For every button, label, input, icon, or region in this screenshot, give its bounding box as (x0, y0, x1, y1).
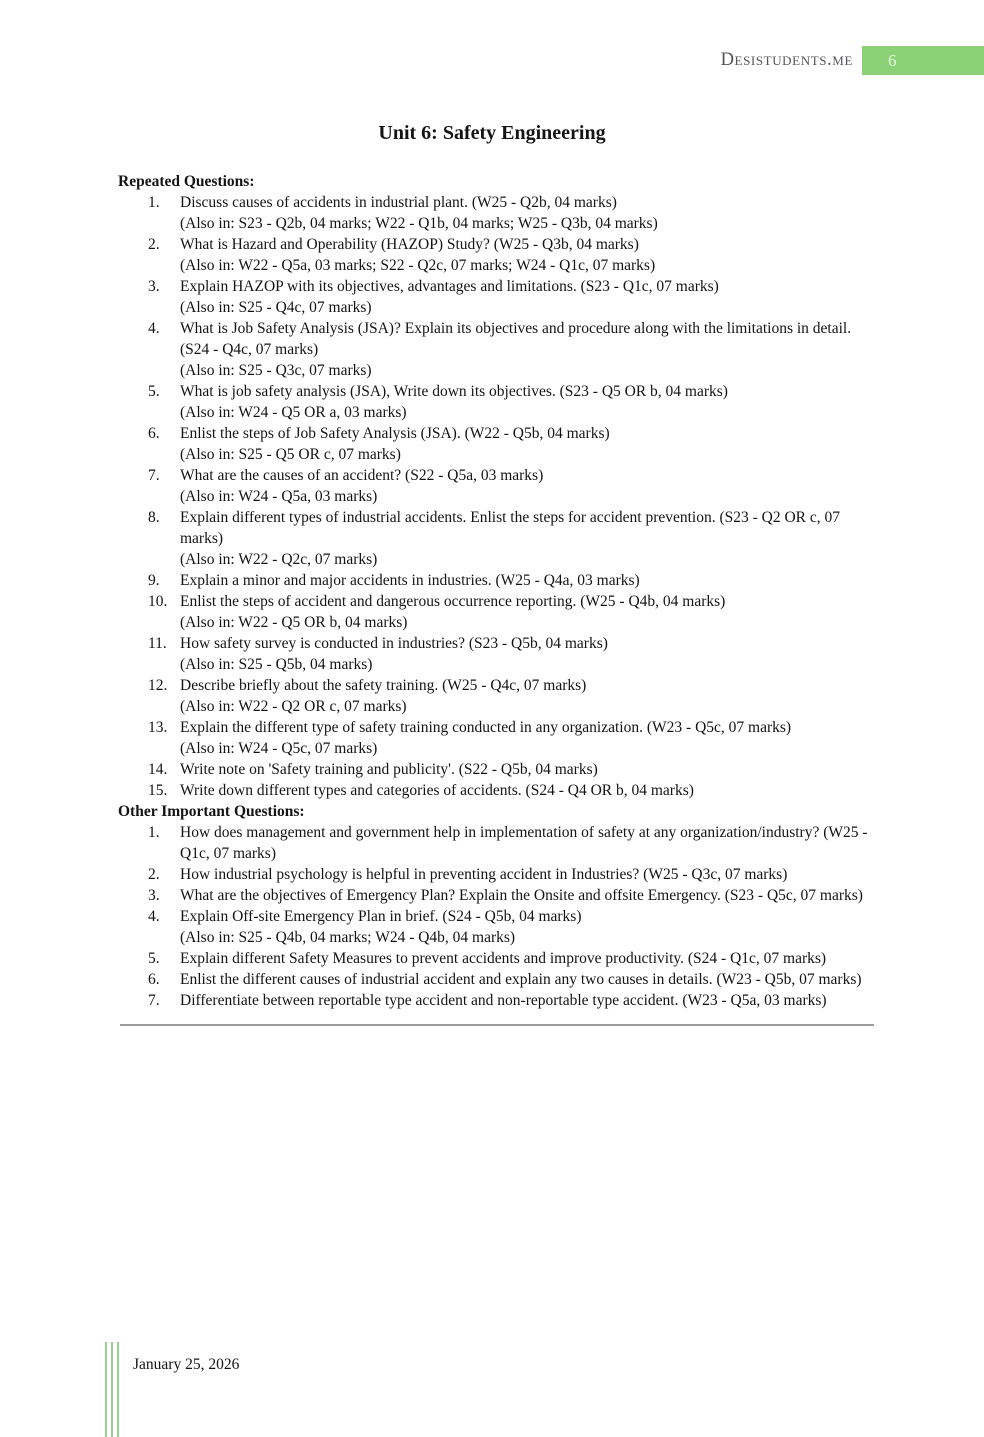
question-also-note: (Also in: W22 - Q2 OR c, 07 marks) (180, 698, 407, 715)
question-item (118, 192, 872, 234)
question-item (118, 381, 872, 423)
question-text: How industrial psychology is helpful in preventing accident in Industries? (W25 - Q3c, 07 marks) (180, 866, 788, 883)
question-also-note: (Also in: S25 - Q4c, 07 marks) (180, 299, 372, 316)
question-text: Discuss causes of accidents in industrial plant. (W25 - Q2b, 04 marks) (180, 194, 617, 211)
question-text: How safety survey is conducted in industries? (S23 - Q5b, 04 marks) (180, 635, 608, 652)
question-list (118, 192, 872, 801)
question-item (118, 885, 872, 906)
question-item (118, 675, 872, 717)
question-number: 6. (148, 425, 160, 442)
question-item (118, 717, 872, 759)
question-number: 3. (148, 278, 160, 295)
question-text: Write down different types and categories of accidents. (S24 - Q4 OR b, 04 marks) (180, 782, 694, 799)
footer-date: January 25, 2026 (133, 1356, 240, 1373)
question-text: Explain HAZOP with its objectives, advantages and limitations. (S23 - Q1c, 07 marks) (180, 278, 719, 295)
question-number: 8. (148, 509, 160, 526)
question-text: Enlist the different causes of industrial accident and explain any two causes in details. (W23 - Q5b, 07 marks) (180, 971, 862, 988)
bottom-divider (120, 1024, 874, 1026)
question-text: What are the causes of an accident? (S22 - Q5a, 03 marks) (180, 467, 544, 484)
question-item (118, 780, 872, 801)
question-item (118, 591, 872, 633)
question-number: 1. (148, 824, 160, 841)
question-text: Explain Off-site Emergency Plan in brief. (S24 - Q5b, 04 marks) (180, 908, 582, 925)
question-number: 5. (148, 950, 160, 967)
question-also-note: (Also in: S25 - Q5 OR c, 07 marks) (180, 446, 401, 463)
question-text: Explain different Safety Measures to prevent accidents and improve productivity. (S24 - Q1c, 07 marks) (180, 950, 827, 967)
page-footer (105, 1342, 984, 1437)
question-number: 2. (148, 236, 160, 253)
question-also-note: (Also in: W22 - Q5a, 03 marks; S22 - Q2c, 07 marks; W24 - Q1c, 07 marks) (180, 257, 656, 274)
question-text: Differentiate between reportable type accident and non-reportable type accident. (W23 - Q5a, 03 marks) (180, 992, 827, 1009)
question-also-note: (Also in: W22 - Q2c, 07 marks) (180, 551, 378, 568)
question-number: 13. (148, 719, 168, 736)
question-number: 10. (148, 593, 168, 610)
question-item (118, 864, 872, 885)
question-item (118, 822, 872, 864)
footer-accent-lines-icon (105, 1342, 119, 1437)
question-item (118, 633, 872, 675)
questions-content (118, 171, 872, 1011)
question-number: 1. (148, 194, 160, 211)
page-title: Unit 6: Safety Engineering (378, 122, 606, 144)
section-heading: Other Important Questions: (118, 803, 305, 820)
question-number: 14. (148, 761, 168, 778)
question-text: What is Job Safety Analysis (JSA)? Explain its objectives and procedure along with the limitations in detail. (S24 - Q4c, 07 marks) (180, 320, 852, 358)
question-number: 11. (148, 635, 167, 652)
question-item (118, 570, 872, 591)
question-item (118, 423, 872, 465)
question-also-note: (Also in: S25 - Q5b, 04 marks) (180, 656, 373, 673)
question-number: 9. (148, 572, 160, 589)
question-item (118, 465, 872, 507)
question-text: What is Hazard and Operability (HAZOP) Study? (W25 - Q3b, 04 marks) (180, 236, 639, 253)
question-item (118, 234, 872, 276)
question-number: 7. (148, 467, 160, 484)
question-also-note: (Also in: S23 - Q2b, 04 marks; W22 - Q1b, 04 marks; W25 - Q3b, 04 marks) (180, 215, 658, 232)
question-text: Write note on 'Safety training and publicity'. (S22 - Q5b, 04 marks) (180, 761, 598, 778)
question-also-note: (Also in: W24 - Q5c, 07 marks) (180, 740, 378, 757)
question-number: 6. (148, 971, 160, 988)
question-list (118, 822, 872, 1011)
question-text: Explain the different type of safety training conducted in any organization. (W23 - Q5c, 07 marks) (180, 719, 792, 736)
question-number: 5. (148, 383, 160, 400)
question-also-note: (Also in: W22 - Q5 OR b, 04 marks) (180, 614, 408, 631)
question-text: Describe briefly about the safety training. (W25 - Q4c, 07 marks) (180, 677, 587, 694)
question-text: How does management and government help in implementation of safety at any organization/industry? (W25 - Q1c, 07 marks) (180, 824, 868, 862)
question-text: Explain different types of industrial accidents. Enlist the steps for accident prevention. (S23 - Q2 OR c, 07 marks) (180, 509, 841, 547)
question-item (118, 906, 872, 948)
question-also-note: (Also in: W24 - Q5 OR a, 03 marks) (180, 404, 407, 421)
question-number: 7. (148, 992, 160, 1009)
question-number: 4. (148, 320, 160, 337)
question-item (118, 948, 872, 969)
page-header (0, 46, 984, 75)
document-page (0, 46, 984, 1373)
page-number: 6 (888, 50, 897, 70)
question-also-note: (Also in: W24 - Q5a, 03 marks) (180, 488, 378, 505)
question-number: 3. (148, 887, 160, 904)
question-number: 4. (148, 908, 160, 925)
question-text: Enlist the steps of accident and dangerous occurrence reporting. (W25 - Q4b, 04 marks) (180, 593, 726, 610)
question-item (118, 990, 872, 1011)
section-heading: Repeated Questions: (118, 173, 255, 190)
question-number: 2. (148, 866, 160, 883)
question-also-note: (Also in: S25 - Q4b, 04 marks; W24 - Q4b, 04 marks) (180, 929, 516, 946)
question-text: Enlist the steps of Job Safety Analysis (JSA). (W22 - Q5b, 04 marks) (180, 425, 610, 442)
question-text: What are the objectives of Emergency Plan? Explain the Onsite and offsite Emergency. (S23 - Q5c, 07 marks) (180, 887, 863, 904)
page-number-badge (862, 46, 984, 75)
question-item (118, 507, 872, 570)
site-name: Desistudents.me (720, 50, 853, 70)
question-item (118, 318, 872, 381)
question-item (118, 276, 872, 318)
question-number: 15. (148, 782, 168, 799)
question-also-note: (Also in: S25 - Q3c, 07 marks) (180, 362, 372, 379)
question-item (118, 759, 872, 780)
question-text: What is job safety analysis (JSA), Write down its objectives. (S23 - Q5 OR b, 04 marks) (180, 383, 728, 400)
question-text: Explain a minor and major accidents in industries. (W25 - Q4a, 03 marks) (180, 572, 640, 589)
question-number: 12. (148, 677, 168, 694)
question-item (118, 969, 872, 990)
